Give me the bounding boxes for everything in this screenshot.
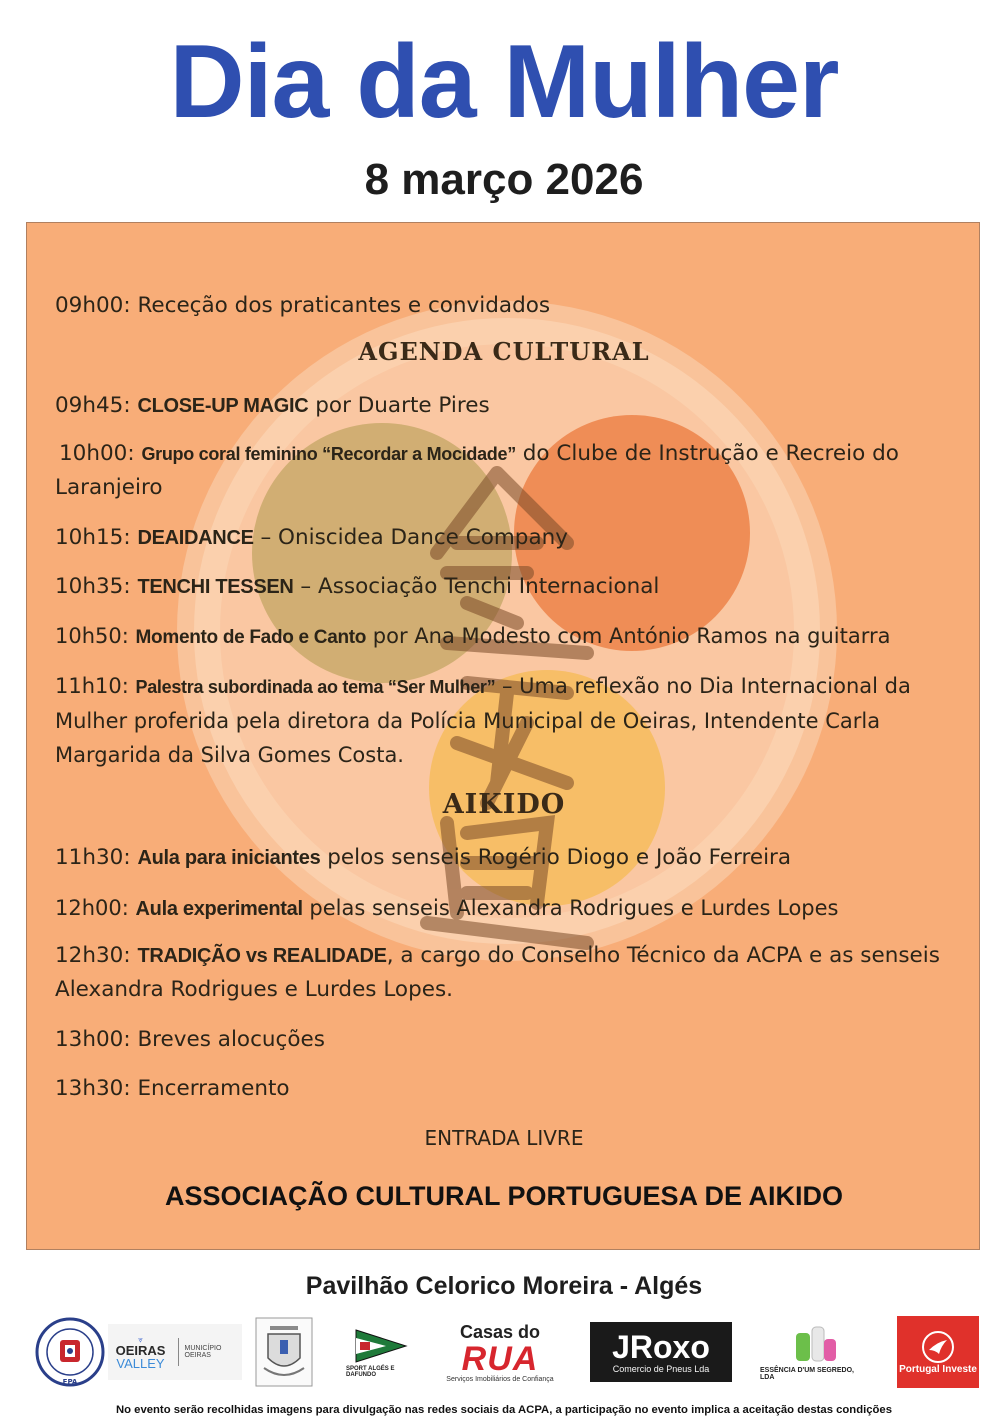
aikido-item [55,1023,955,1057]
item-highlight: TRADIÇÃO vs REALIDADE [137,945,387,967]
item-highlight: Grupo coral feminino “Recordar a Mocidade” [141,444,516,464]
event-date: 8 março 2026 [364,155,644,204]
fpa-logo [34,1310,106,1394]
logo-divider [178,1338,179,1366]
item-text: – Oniscidea Dance Company [253,525,568,550]
cultural-item [55,619,955,655]
casas-do-rua-logo [440,1310,560,1394]
cultural-item [55,389,955,423]
item-text: do Clube de Instrução e Recreio do Laranjeiro [55,441,899,500]
item-time: 10h35: [55,574,131,599]
item-time: 09h45: [55,393,131,418]
item-text: por Duarte Pires [308,393,490,418]
oeiras-word: OEIRAS [115,1342,166,1358]
item-text: , a cargo do Conselho Técnico da ACPA e as senseis Alexandra Rodrigues e Lurdes Lopes. [55,943,940,1002]
essencia-label: ESSÊNCIA D'UM SEGREDO, LDA [760,1367,854,1381]
item-highlight: Aula experimental [135,898,303,920]
rua-word: RUA [461,1339,539,1378]
item-time: 10h15: [55,525,131,550]
aikido-heading: AIKIDO [442,789,566,820]
aikido-item [55,841,955,875]
footer-disclaimer: No evento serão recolhidas imagens para divulgação nas redes sociais da ACPA, a participação no evento implica a aceitação destas condições [115,1404,892,1416]
reception-item [55,289,955,323]
item-time: 10h50: [55,624,129,648]
item-highlight: CLOSE-UP MAGIC [137,395,309,417]
item-time: 11h30: [55,845,131,870]
cultural-item [55,521,955,555]
municipio-label: MUNICÍPIO OEIRAS [184,1345,222,1359]
jroxo-tagline: Comercio de Pneus Lda [612,1364,710,1374]
pennant-flag-icon [352,1326,410,1366]
page-title: Dia da Mulher [169,24,839,140]
coat-of-arms-icon [254,1316,314,1388]
item-time: 11h10: [55,674,129,698]
item-time: 12h00: [55,896,129,920]
portugal-investe-label: Portugal Investe [899,1363,977,1375]
item-text: por Ana Modesto com António Ramos na guitarra [366,624,891,648]
item-time: 13h30: [55,1076,131,1101]
cultural-heading: AGENDA CULTURAL [358,337,650,366]
portugal-investe-logo [897,1316,979,1388]
casas-tagline: Serviços Imobiliários de Confiança [446,1375,554,1383]
item-text: pelos senseis Rogério Diogo e João Ferreira [320,845,792,870]
casas-word: Casas do [459,1321,541,1342]
item-time: 10h00: [59,441,135,466]
sport-alges-logo [346,1310,416,1394]
item-highlight: Palestra subordinada ao tema “Ser Mulher” [135,677,496,697]
item-text: – Associação Tenchi Internacional [293,574,660,599]
item-highlight: DEAIDANCE [137,527,254,549]
swallow-icon [921,1330,955,1364]
valley-mark-icon: ⩔ [138,1334,143,1344]
aikido-item [55,1072,955,1106]
item-highlight: Momento de Fado e Canto [135,627,367,648]
item-highlight: Aula para iniciantes [137,847,321,869]
item-text: – Uma reflexão no Dia Internacional da Mulher proferida pela diretora da Polícia Municipal de Oeiras, Intendente Carla Margarida da Silva Gomes Costa. [55,674,911,767]
sport-label: SPORT ALGÉS E DAFUNDO [346,1366,395,1378]
item-text: Encerramento [137,1076,290,1101]
oeiras-valley-logo [108,1324,242,1380]
item-highlight: TENCHI TESSEN [137,576,294,598]
parish-crest-logo [250,1310,318,1394]
item-text: Breves alocuções [137,1027,325,1052]
aikido-item [55,891,955,926]
item-time: 13h00: [55,1027,131,1052]
aikido-item [55,939,955,1007]
item-time: 12h30: [55,943,131,968]
item-time: 09h00: [55,293,131,318]
jroxo-logo [590,1322,732,1382]
organizer-name: ASSOCIAÇÃO CULTURAL PORTUGUESA DE AIKIDO [164,1181,844,1211]
cultural-item [55,570,955,604]
essencia-logo [760,1310,870,1394]
valley-word: VALLEY [116,1355,165,1371]
venue: Pavilhão Celorico Moreira - Algés [305,1272,703,1300]
jroxo-word: JRoxo [612,1329,710,1365]
program-panel [26,222,980,1250]
cultural-item [55,437,955,505]
cultural-item [55,669,955,772]
sponsor-logos [0,1310,1008,1394]
item-text: pelas senseis Alexandra Rodrigues e Lurdes Lopes [302,896,839,920]
free-entry-note: ENTRADA LIVRE [424,1126,584,1150]
pill-bottles-icon [790,1323,840,1367]
item-text: Receção dos praticantes e convidados [137,293,551,318]
fpa-label: FPA [62,1378,78,1386]
